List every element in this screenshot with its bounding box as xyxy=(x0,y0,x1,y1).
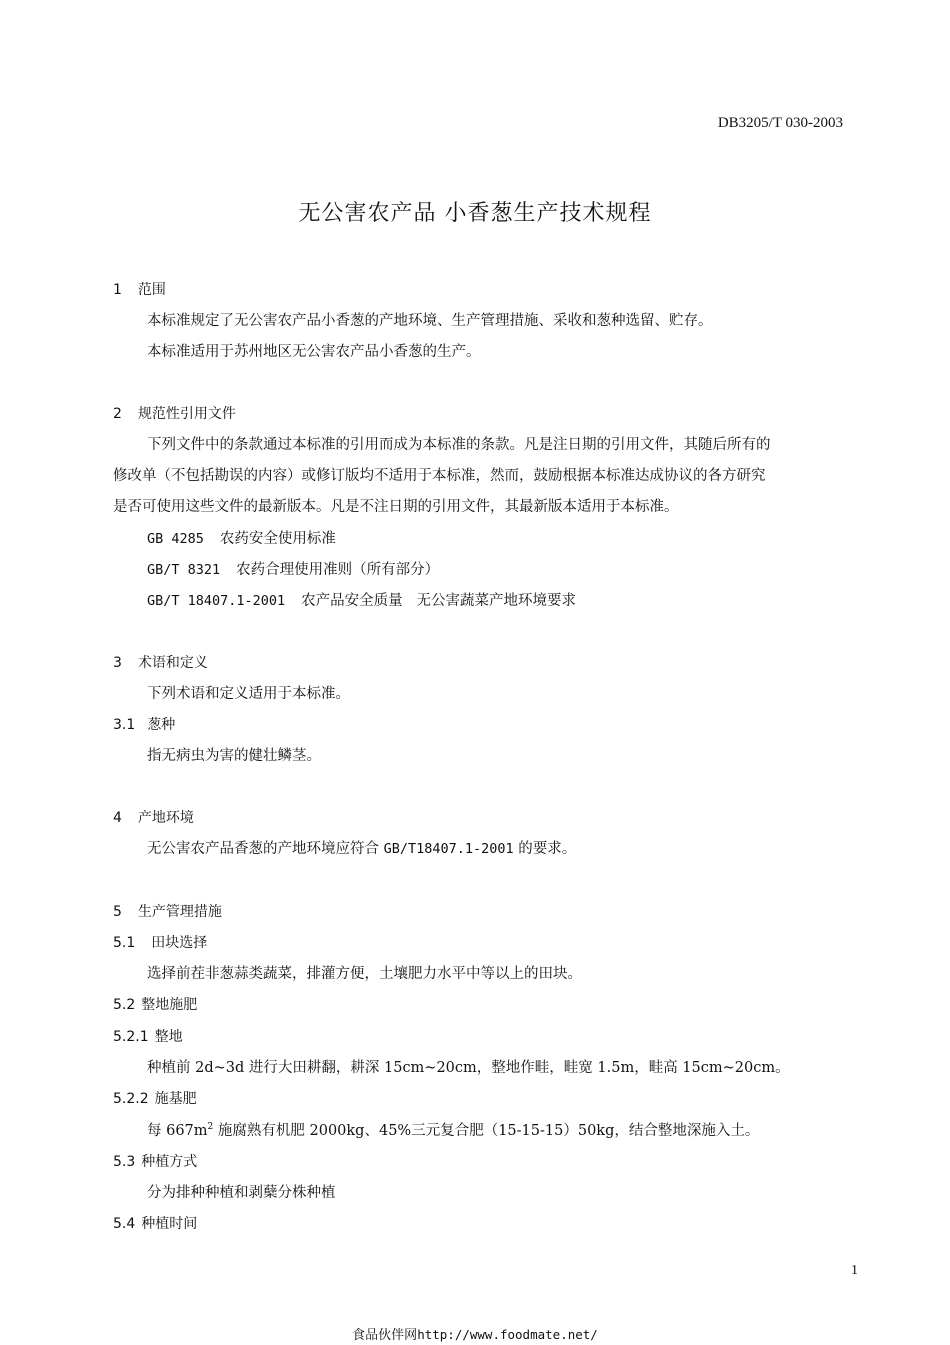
section-number: 1 xyxy=(113,282,122,298)
section-title: 生产管理措施 xyxy=(137,904,222,920)
section-3-heading xyxy=(113,653,208,673)
reference-name: 农药合理使用准则（所有部分） xyxy=(236,562,440,578)
section-title: 整地 xyxy=(154,1029,183,1045)
reference-code: GB/T 18407.1-2001 xyxy=(147,593,286,609)
section-title: 田块选择 xyxy=(151,935,208,951)
paragraph: 分为排种种植和剥蘖分株种植 xyxy=(147,1185,336,1201)
paragraph xyxy=(147,1121,759,1141)
standard-code: GB/T18407.1-2001 xyxy=(383,841,514,857)
text: 每 667m xyxy=(147,1123,208,1139)
subsection-3-1-heading xyxy=(113,715,175,735)
section-number: 5.2.1 xyxy=(113,1029,149,1045)
reference-code: GB 4285 xyxy=(147,531,204,547)
section-title: 种植方式 xyxy=(141,1154,198,1170)
page-number: 1 xyxy=(851,1263,858,1278)
footer xyxy=(0,1327,950,1344)
subsection-5-1-heading xyxy=(113,933,207,953)
footer-site-name: 食品伙伴网 xyxy=(352,1328,418,1343)
section-title: 产地环境 xyxy=(137,810,194,826)
subsection-5-2-heading xyxy=(113,995,197,1015)
paragraph: 本标准规定了无公害农产品小香葱的产地环境、生产管理措施、采收和葱种选留、贮存。 xyxy=(147,313,713,329)
document-code: DB3205/T 030-2003 xyxy=(717,115,843,131)
paragraph-line: 修改单（不包括勘误的内容）或修订版均不适用于本标准，然而，鼓励根据本标准达成协议的各方研究 xyxy=(113,468,766,484)
section-number: 2 xyxy=(113,406,122,422)
paragraph: 种植前 2d~3d 进行大田耕翻，耕深 15cm~20cm，整地作畦，畦宽 1.5m，畦高 15cm~20cm。 xyxy=(147,1060,790,1076)
section-title: 施基肥 xyxy=(154,1091,197,1107)
section-number: 5.1 xyxy=(113,935,136,951)
section-2-heading xyxy=(113,404,236,424)
paragraph: 选择前茬非葱蒜类蔬菜，排灌方便，土壤肥力水平中等以上的田块。 xyxy=(147,966,582,982)
document-title: 无公害农产品 小香葱生产技术规程 xyxy=(298,201,652,226)
footer-url[interactable]: http://www.foodmate.net/ xyxy=(417,1327,598,1342)
section-title: 种植时间 xyxy=(141,1216,198,1232)
section-number: 5.4 xyxy=(113,1216,136,1232)
section-5-heading xyxy=(113,902,222,922)
superscript: 2 xyxy=(207,1122,214,1133)
reference-code: GB/T 8321 xyxy=(147,562,221,578)
reference-name: 农产品安全质量 无公害蔬菜产地环境要求 xyxy=(301,593,576,609)
paragraph: 本标准适用于苏州地区无公害农产品小香葱的生产。 xyxy=(147,344,481,360)
subsection-5-2-1-heading xyxy=(113,1027,183,1047)
section-number: 5 xyxy=(113,904,122,920)
section-1-heading xyxy=(113,280,166,300)
paragraph-line: 下列文件中的条款通过本标准的引用而成为本标准的条款。凡是注日期的引用文件，其随后所有的 xyxy=(147,437,771,453)
reference-item xyxy=(147,529,336,549)
section-title: 术语和定义 xyxy=(137,655,208,671)
subsection-5-3-heading xyxy=(113,1152,197,1172)
text: 无公害农产品香葱的产地环境应符合 xyxy=(147,841,384,857)
paragraph xyxy=(147,839,576,859)
reference-item xyxy=(147,591,576,611)
section-number: 5.2.2 xyxy=(113,1091,149,1107)
subsection-5-4-heading xyxy=(113,1214,197,1234)
text: 的要求。 xyxy=(513,841,577,857)
section-title: 规范性引用文件 xyxy=(137,406,236,422)
section-title: 葱种 xyxy=(147,717,176,733)
section-number: 3 xyxy=(113,655,122,671)
section-title: 范围 xyxy=(137,282,166,298)
subsection-5-2-2-heading xyxy=(113,1089,197,1109)
paragraph: 指无病虫为害的健壮鳞茎。 xyxy=(147,748,321,764)
section-number: 5.3 xyxy=(113,1154,136,1170)
section-number: 3.1 xyxy=(113,717,136,733)
section-number: 4 xyxy=(113,810,122,826)
text: 施腐熟有机肥 2000kg、45%三元复合肥（15-15-15）50kg，结合整地深施入土。 xyxy=(213,1123,760,1139)
section-title: 整地施肥 xyxy=(141,997,198,1013)
reference-name: 农药安全使用标准 xyxy=(219,531,336,547)
paragraph-line: 是否可使用这些文件的最新版本。凡是不注日期的引用文件，其最新版本适用于本标准。 xyxy=(113,499,679,515)
reference-item xyxy=(147,560,439,580)
section-number: 5.2 xyxy=(113,997,136,1013)
section-4-heading xyxy=(113,808,194,828)
paragraph: 下列术语和定义适用于本标准。 xyxy=(147,686,350,702)
